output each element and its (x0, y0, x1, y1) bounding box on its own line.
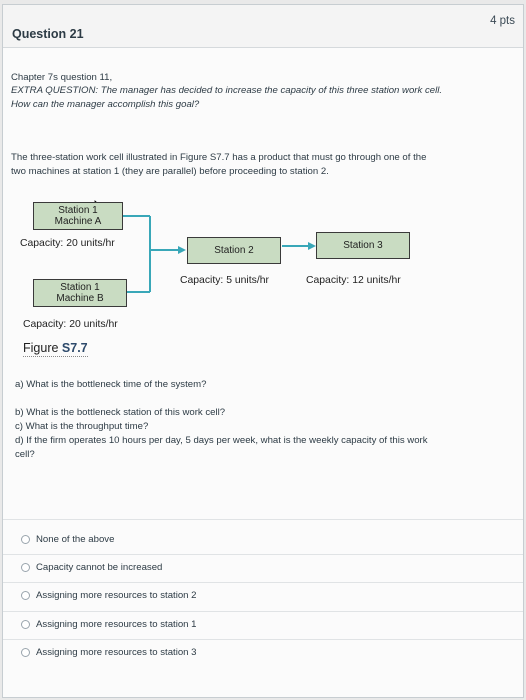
station-3-box (316, 232, 410, 259)
prompt-line-1: Chapter 7s question 11, (11, 72, 113, 83)
station-1a-machine: Machine A (54, 216, 102, 227)
station-2-capacity: Capacity: 5 units/hr (180, 275, 269, 286)
subquestion-d-line-2: cell? (15, 449, 35, 460)
subquestion-a: a) What is the bottleneck time of the system? (15, 379, 207, 390)
answer-option-label: Assigning more resources to station 3 (36, 647, 197, 658)
answer-option[interactable] (21, 562, 162, 573)
answer-option[interactable] (21, 534, 114, 545)
station-1-machine-a-box (33, 202, 123, 230)
answer-option-label: Assigning more resources to station 2 (36, 590, 197, 601)
station-1b-machine: Machine B (56, 293, 104, 304)
answers-divider (3, 519, 523, 520)
answer-option-label: Capacity cannot be increased (36, 562, 163, 573)
subquestion-d-line-1: d) If the firm operates 10 hours per day, 5 days per week, what is the weekly capacity of this work (15, 435, 428, 446)
question-points: 4 pts (490, 15, 515, 27)
subquestion-b: b) What is the bottleneck station of this work cell? (15, 407, 226, 418)
station-1b-capacity: Capacity: 20 units/hr (23, 319, 118, 330)
prompt-line-3: How can the manager accomplish this goal? (11, 99, 200, 110)
arrow-to-station-2 (178, 246, 186, 254)
radio-button-icon[interactable] (21, 591, 30, 600)
prompt-line-2: EXTRA QUESTION: The manager has decided to increase the capacity of this three station work cell. (11, 85, 443, 96)
subquestion-c: c) What is the throughput time? (15, 421, 149, 432)
prompt-paragraph-line-1: The three-station work cell illustrated in Figure S7.7 has a product that must go through one of the (11, 152, 427, 163)
station-1-machine-b-box (33, 279, 127, 307)
prompt-paragraph-line-2: two machines at station 1 (they are parallel) before proceeding to station 2. (11, 166, 329, 177)
answer-option[interactable] (21, 647, 197, 658)
answer-option[interactable] (21, 590, 197, 601)
station-1b-label: Station 1 (60, 281, 100, 293)
radio-button-icon[interactable] (21, 648, 30, 657)
arrow-to-station-3 (308, 242, 316, 250)
question-card (2, 4, 524, 698)
answer-option-label: None of the above (36, 534, 115, 545)
answer-option-label: Assigning more resources to station 1 (36, 619, 197, 630)
radio-button-icon[interactable] (21, 563, 30, 572)
option-divider (3, 639, 523, 640)
station-1a-capacity: Capacity: 20 units/hr (20, 238, 115, 249)
question-title: Question 21 (12, 27, 84, 41)
radio-button-icon[interactable] (21, 535, 30, 544)
station-3-capacity: Capacity: 12 units/hr (306, 275, 401, 286)
figure-caption (23, 341, 88, 357)
option-divider (3, 611, 523, 612)
radio-button-icon[interactable] (21, 620, 30, 629)
station-2-label: Station 2 (214, 244, 254, 256)
figure-caption-number: S7.7 (61, 341, 88, 355)
option-divider (3, 554, 523, 555)
station-2-box (187, 237, 281, 264)
option-divider (3, 582, 523, 583)
answer-option[interactable] (21, 619, 197, 630)
station-1a-label: Station 1 (58, 204, 98, 216)
figure-caption-prefix: Figure (23, 341, 62, 355)
station-3-label: Station 3 (343, 239, 383, 251)
